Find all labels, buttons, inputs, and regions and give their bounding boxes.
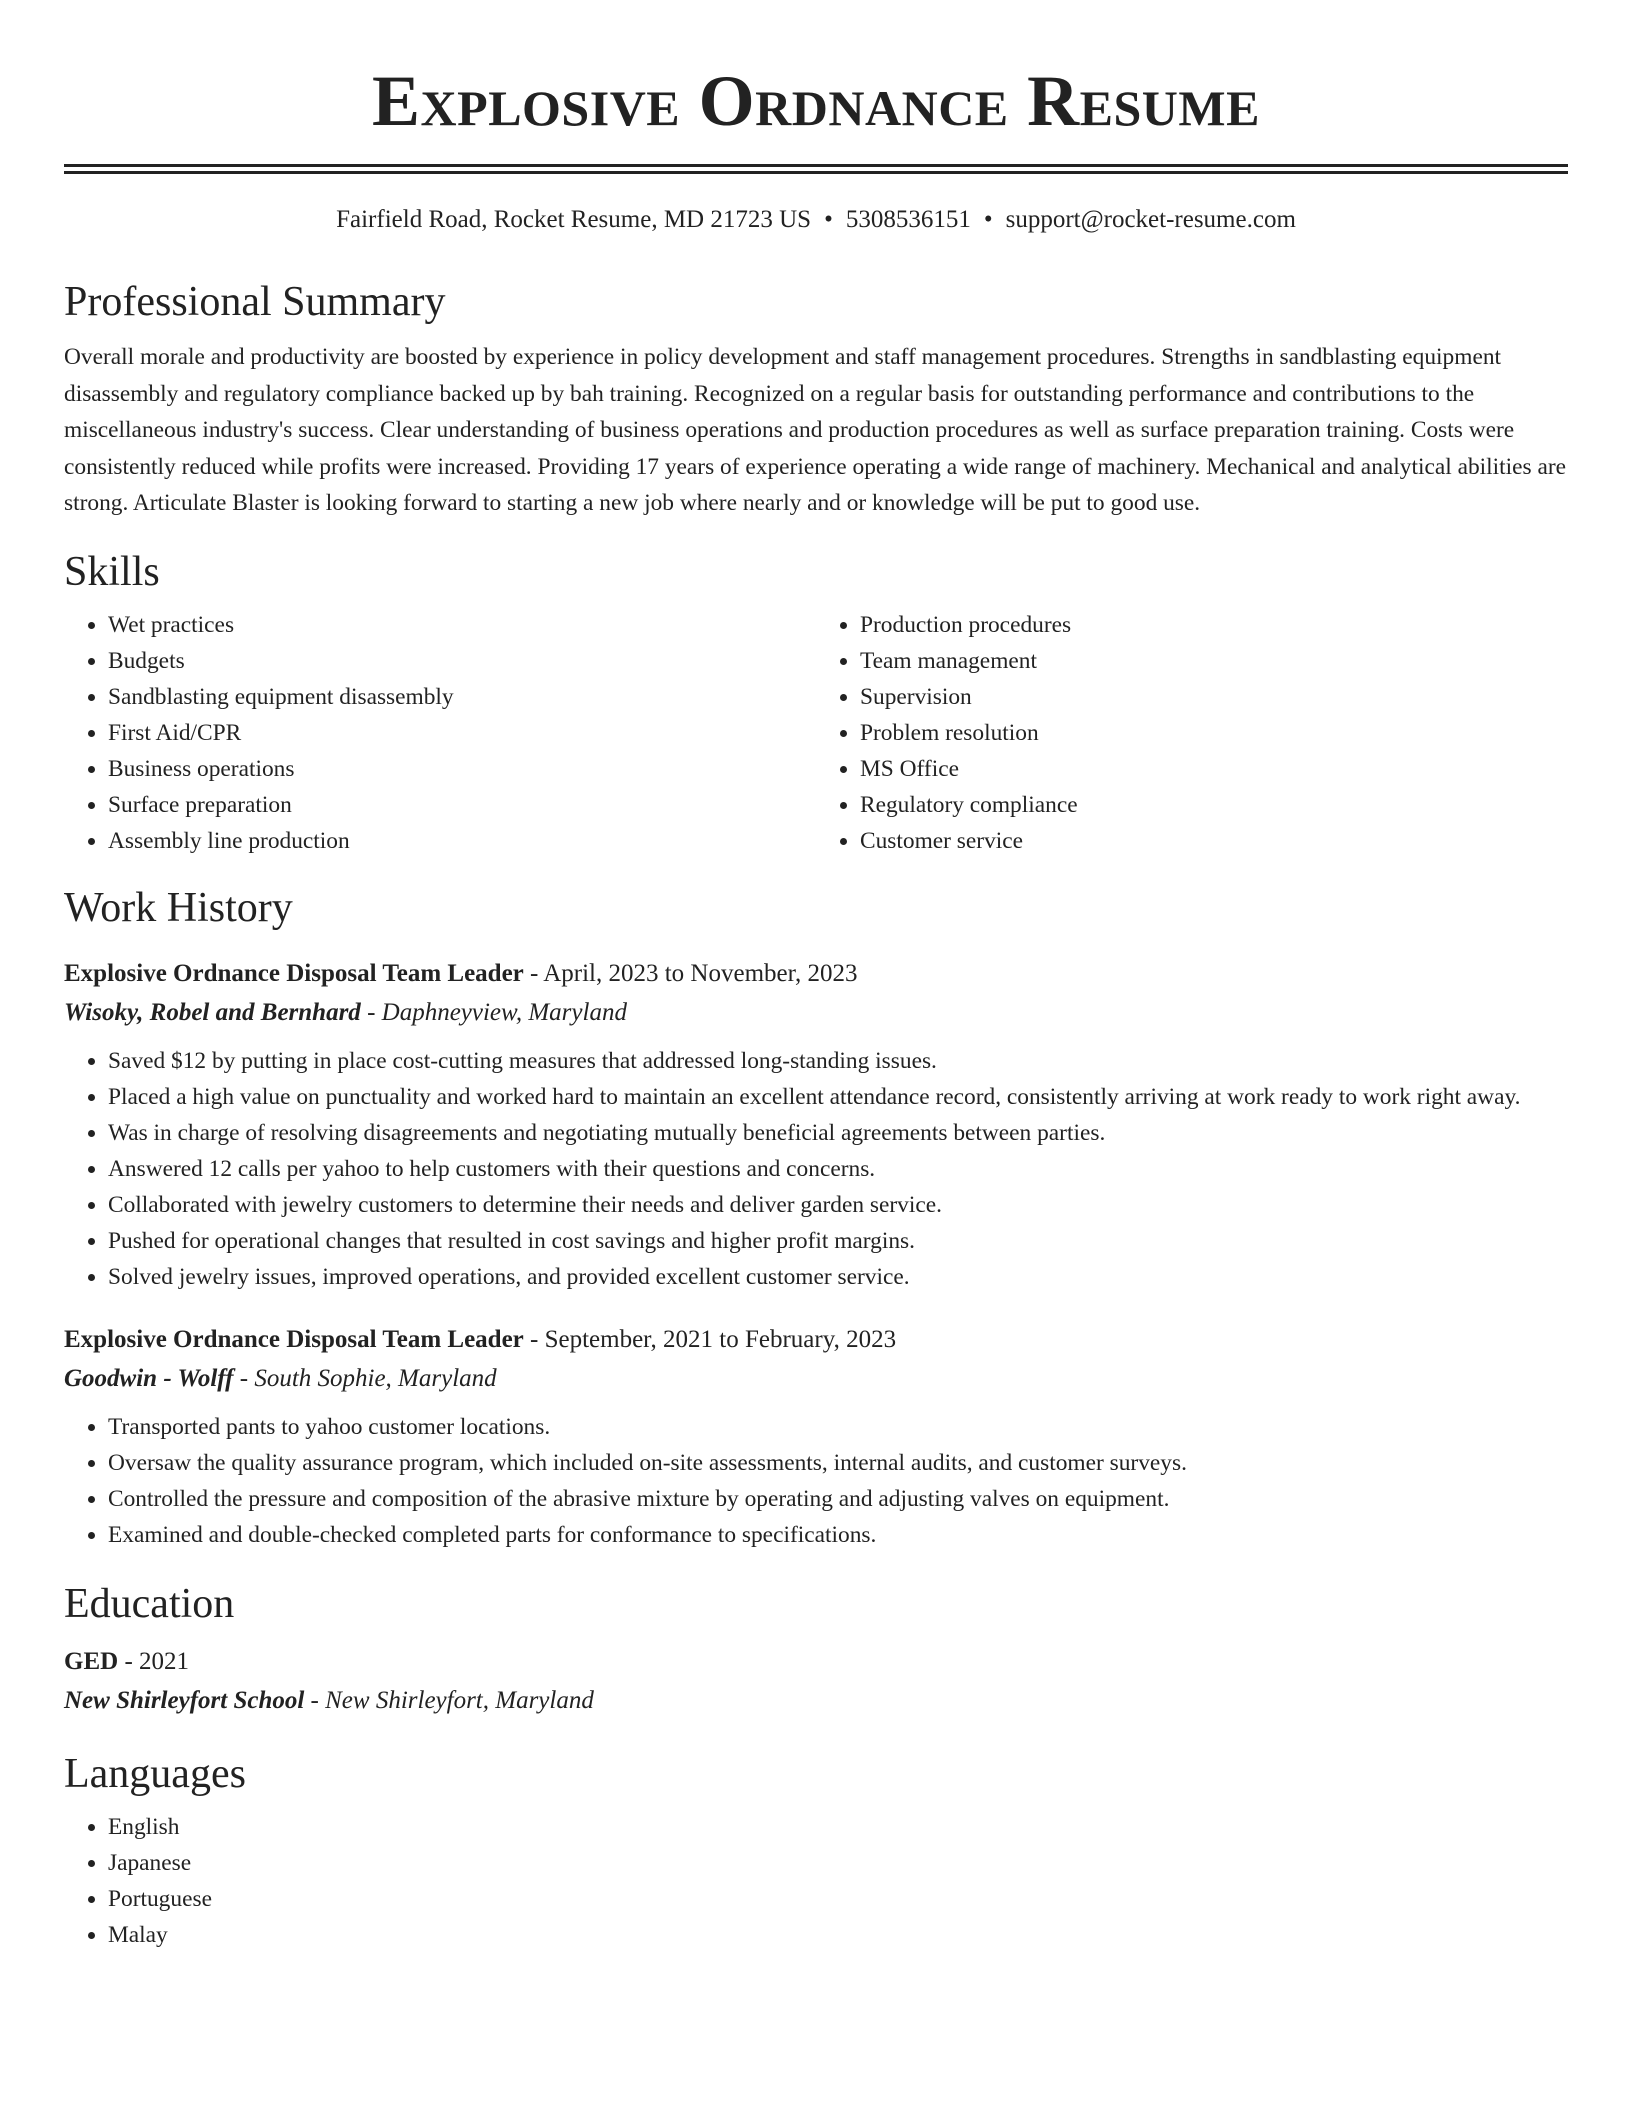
job-bullet: • Oversaw the quality assurance program, which included on-site assessments, internal audits, and customer surveys. — [108, 1445, 1568, 1481]
job-bullet: • Was in charge of resolving disagreements and negotiating mutually beneficial agreements between parties. — [108, 1115, 1568, 1151]
skill-item: • Team management — [860, 643, 1568, 679]
education-degree-line — [64, 1643, 1568, 1681]
job-bullet: • Pushed for operational changes that resulted in cost savings and higher profit margins. — [108, 1223, 1568, 1259]
job-entry — [64, 1321, 1568, 1553]
education-location: New Shirleyfort, Maryland — [325, 1686, 594, 1714]
skill-item: • Supervision — [860, 679, 1568, 715]
job-location: South Sophie, Maryland — [254, 1364, 497, 1392]
job-bullet: • Controlled the pressure and composition of the abrasive mixture by operating and adjusting valves on equipment. — [108, 1481, 1568, 1517]
skill-item: • Assembly line production — [108, 823, 816, 859]
language-item: • English — [108, 1809, 1568, 1845]
job-bullet: • Saved $12 by putting in place cost-cutting measures that addressed long-standing issues. — [108, 1043, 1568, 1079]
contact-phone: 5308536151 — [845, 206, 971, 233]
summary-text: Overall morale and productivity are boosted by experience in policy development and staff management procedures. Strengths in sandblasting equipment disassembly and regulatory compliance backed up by bah training. Recognized on a regular basis for outstanding performance and contributions to the miscellaneous industry's success. Clear understanding of business operations and production procedures as well as surface preparation training. Costs were consistently reduced while profits were increased. Providing 17 years of experience operating a wide range of machinery. Mechanical and analytical abilities are strong. Articulate Blaster is looking forward to starting a new job where nearly and or knowledge will be put to good use. — [64, 344, 1567, 516]
contact-line — [64, 205, 1568, 235]
summary-heading: Professional Summary — [64, 279, 446, 325]
skills-heading: Skills — [64, 548, 160, 595]
job-bullet: • Placed a high value on punctuality and worked hard to maintain an excellent attendance record, consistently arriving at work ready to work right away. — [108, 1079, 1568, 1115]
job-title-line — [64, 1321, 1568, 1359]
skills-list-left — [64, 607, 816, 859]
skill-item: • Problem resolution — [860, 715, 1568, 751]
contact-separator: • — [824, 206, 833, 233]
job-bullet: • Collaborated with jewelry customers to determine their needs and deliver garden service. — [108, 1187, 1568, 1223]
job-company: Wisoky, Robel and Bernhard — [64, 998, 361, 1026]
dash: - — [523, 959, 544, 987]
dash: - — [304, 1686, 326, 1714]
work-history-heading: Work History — [64, 884, 293, 931]
dash: - — [118, 1647, 140, 1675]
skill-item: • Wet practices — [108, 607, 816, 643]
language-item: • Portuguese — [108, 1881, 1568, 1917]
contact-separator: • — [983, 206, 993, 233]
resume-title: Explosive Ordnance Resume — [372, 61, 1260, 141]
language-item: • Japanese — [108, 1845, 1568, 1881]
job-dates: April, 2023 to November, 2023 — [543, 959, 858, 987]
dash: - — [360, 998, 382, 1026]
education-degree: GED — [64, 1647, 119, 1675]
job-bullets — [64, 1043, 1568, 1295]
languages-list — [64, 1809, 1568, 1953]
job-dates: September, 2021 to February, 2023 — [544, 1325, 897, 1353]
education-year: 2021 — [139, 1647, 190, 1675]
job-title-line — [64, 955, 1568, 993]
contact-email: support@rocket-resume.com — [1005, 206, 1296, 233]
skill-item: • First Aid/CPR — [108, 715, 816, 751]
skill-item: • Sandblasting equipment disassembly — [108, 679, 816, 715]
job-bullets — [64, 1409, 1568, 1553]
title-divider — [64, 164, 1568, 174]
job-bullet: • Solved jewelry issues, improved operations, and provided excellent customer service. — [108, 1259, 1568, 1295]
job-company: Goodwin - Wolff — [64, 1364, 234, 1392]
skill-item: • MS Office — [860, 751, 1568, 787]
job-location: Daphneyview, Maryland — [381, 998, 627, 1026]
skill-item: • Production procedures — [860, 607, 1568, 643]
job-entry — [64, 955, 1568, 1295]
education-school: New Shirleyfort School — [64, 1686, 305, 1714]
skills-list-right — [816, 607, 1568, 859]
language-item: • Malay — [108, 1917, 1568, 1953]
skill-item: • Surface preparation — [108, 787, 816, 823]
education-school-line — [64, 1681, 1568, 1721]
job-title: Explosive Ordnance Disposal Team Leader — [64, 1325, 524, 1353]
dash: - — [233, 1364, 255, 1392]
skill-item: • Budgets — [108, 643, 816, 679]
dash: - — [523, 1325, 545, 1353]
skills-columns — [64, 607, 1568, 859]
job-bullet: • Transported pants to yahoo customer locations. — [108, 1409, 1568, 1445]
skill-item: • Regulatory compliance — [860, 787, 1568, 823]
skill-item: • Customer service — [860, 823, 1568, 859]
job-bullet: • Answered 12 calls per yahoo to help customers with their questions and concerns. — [108, 1151, 1568, 1187]
job-bullet: • Examined and double-checked completed parts for conformance to specifications. — [108, 1517, 1568, 1553]
education-heading: Education — [64, 1580, 235, 1627]
job-company-line — [64, 1359, 1568, 1399]
job-company-line — [64, 993, 1568, 1033]
contact-address: Fairfield Road, Rocket Resume, MD 21723 US — [336, 206, 812, 233]
job-title: Explosive Ordnance Disposal Team Leader — [64, 959, 524, 987]
languages-heading: Languages — [64, 1750, 246, 1797]
skill-item: • Business operations — [108, 751, 816, 787]
